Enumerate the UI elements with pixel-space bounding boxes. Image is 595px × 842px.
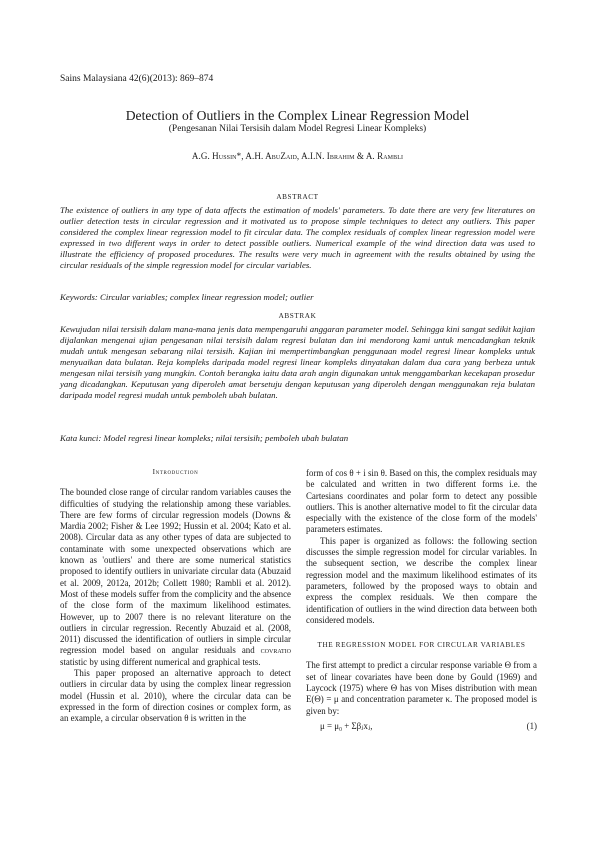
keywords: Keywords: Circular variables; complex linear regression model; outlier xyxy=(60,292,314,302)
intro-paragraph-1 xyxy=(60,487,291,668)
equation-1 xyxy=(306,721,537,734)
covratio-term: covratio xyxy=(260,645,292,656)
heading-text: ntroduction xyxy=(155,468,199,476)
right-paragraph-1: form of cos θ + i sin θ. Based on this, the complex residuals may be calculated and written in two different forms i.e. the Cartesians coordinates and polar form to detect any possible outliers. This is another alternative model to fit the circular data especially with the existence of the close form of the models' parameters estimates. xyxy=(306,468,537,535)
right-paragraph-2: This paper is organized as follows: the following section discusses the simple regression model for circular variables. In the subsequent section, we describe the complex linear regression model and the maximum likelihood estimates of its parameters, followed by the proposed ways to obtain and express the complex residuals. We then compare the identification of outliers in the wind direction data between both considered models. xyxy=(306,535,537,625)
author-text: , A.I.N. I xyxy=(296,151,330,161)
author-list xyxy=(40,151,555,161)
introduction-heading xyxy=(60,467,291,478)
author-text: aid xyxy=(285,151,297,161)
left-column xyxy=(60,467,291,725)
abstrak-text: Kewujudan nilai tersisih dalam mana-mana jenis data mempengaruhi anggaran parameter model. Sehingga kini sangat sedikit kajian dijalankan mengenai ujian pengesanan nilai tersisih dalam regresi bulatan dan ini mendorong kami untuk mencadangkan teknik mudah untuk mengesan sebarang nilai tersisih. Kajian ini mempertimbangkan penggunaan model regresi linear kompleks untuk menyuaikan data bulatan. Reja kompleks daripada model regresi linear kompleks dinyatakan dalam dua cara yang berbeza untuk mengesan nilai tersisih yang mungkin. Contoh berangka iaitu data arah angin digunakan untuk menggambarkan kecekapan prosedur yang dicadangkan. Keputusan yang diperoleh amat bersetuju dengan keputusan yang diperoleh dengan menggunakan reja bulatan daripada model regresi mudah untuk pemboleh ubah bulatan. xyxy=(60,324,535,400)
paper-title: Detection of Outliers in the Complex Linear Regression Model xyxy=(125,108,470,123)
paragraph-text: statistic by using different numerical and graphical tests. xyxy=(60,656,261,667)
abstract-text: The existence of outliers in any type of data affects the estimation of models' parameters. To date there are very few literatures on outlier detection tests in circular regression and it motivated us to propose simple techniques to detect any outliers. This paper considered the complex linear regression model to fit circular data. The complex residuals of complex linear regression model were expressed in two different ways in order to detect possible outliers. Numerical example of the wind direction data was used to illustrate the efficiency of proposed procedures. The results were very much in agreement with the results obtained by using the circular residuals of the simple regression model for circular variables. xyxy=(60,205,535,270)
author-text: bu xyxy=(271,151,281,161)
kata-kunci: Kata kunci: Model regresi linear kompleks; nilai tersisih; pemboleh ubah bulatan xyxy=(60,433,349,443)
author-text: & A. R xyxy=(354,151,384,161)
journal-reference: Sains Malaysiana 42(6)(2013): 869–874 xyxy=(60,74,214,84)
equation-number: (1) xyxy=(526,720,537,731)
author-text: ussin xyxy=(218,151,237,161)
author-text: ambli xyxy=(383,151,404,161)
intro-paragraph-2: This paper proposed an alternative approach to detect outliers in circular data by using the complex linear regression model (Hussin et al. 2010), where the circular data can be expressed in the form of direction cosines or complex form, as an example, a circular observation θ is written in the xyxy=(60,668,291,724)
author-text: A.G. H xyxy=(191,151,219,161)
abstract-heading: ABSTRACT xyxy=(276,193,319,201)
equation-body: μ = μ₀ + Σβⱼxⱼ, xyxy=(320,720,373,731)
heading-text: I xyxy=(152,468,156,476)
right-paragraph-3: The first attempt to predict a circular response variable Θ from a set of linear covariates have been done by Gould (1969) and Laycock (1975) where Θ has von Mises distribution with mean E(Θ) = μ and concentration parameter κ. The proposed model is given by: xyxy=(306,660,537,716)
regression-section-heading: THE REGRESSION MODEL FOR CIRCULAR VARIABLES xyxy=(317,641,526,650)
paragraph-text: The bounded close range of circular random variables causes the difficulties of studying the relationship among these variables. There are few forms of circular regression models (Downs & Mardia 2002; Fisher & Lee 1992; Hussin et al. 2004; Kato et al. 2008). Circular data as any other types of data are subjected to contaminate with some unexpected observations which are known as 'outliers' and there are some numerical statistics proposed to identify outliers in univariate circular data (Abuzaid et al. 2009, 2012a, 2012b; Collett 1980; Rambli et al. 2012). Most of these models suffer from the complicity and the absence of the close form of the maximum likelihood estimates. However, up to 2007 there is no relevant literature on the outliers in circular regression. Recently Abuzaid et al. (2008, 2011) discussed the identification of outliers in simple circular regression model based on angular residuals and xyxy=(60,487,291,656)
right-column xyxy=(306,468,537,734)
author-text: brahim xyxy=(329,151,355,161)
abstrak-heading: ABSTRAK xyxy=(278,312,317,320)
author-text: *, A.H. A xyxy=(236,151,272,161)
paper-subtitle: (Pengesanan Nilai Tersisih dalam Model Regresi Linear Kompleks) xyxy=(168,124,427,134)
author-text: Z xyxy=(280,151,286,161)
